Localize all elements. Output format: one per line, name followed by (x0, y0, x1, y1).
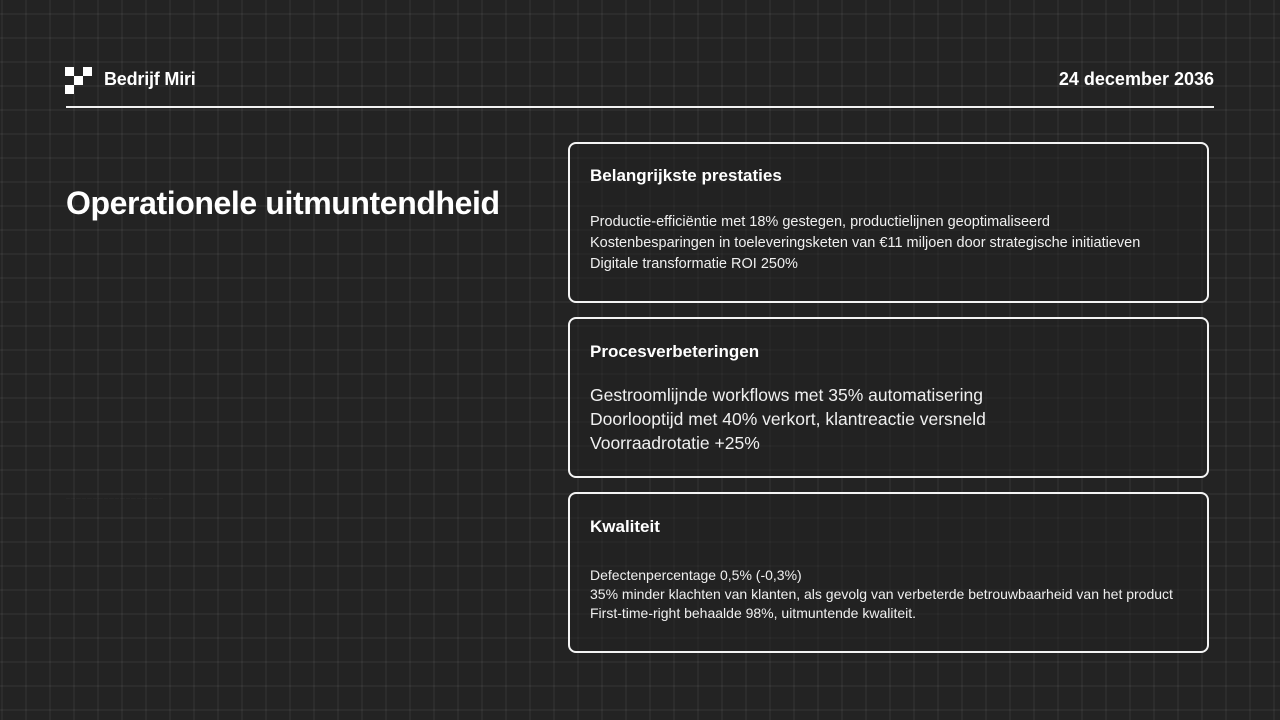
card-line: Voorraadrotatie +25% (590, 433, 760, 453)
card-title: Belangrijkste prestaties (590, 166, 782, 185)
card-line: First-time-right behaalde 98%, uitmuntende kwaliteit. (590, 605, 917, 621)
card-line: 35% minder klachten van klanten, als gevolg van verbeterde betrouwbaarheid van het product (590, 586, 1173, 602)
card-body (590, 566, 1173, 623)
slide-header (66, 64, 1214, 98)
card-body (590, 212, 1140, 275)
page-title: Operationele uitmuntendheid (66, 185, 500, 221)
header-divider (66, 106, 1214, 108)
card-line: Doorlooptijd met 40% verkort, klantreactie versneld (590, 409, 986, 429)
pixel-grid-logo-icon (65, 67, 92, 94)
card-title: Procesverbeteringen (590, 342, 760, 361)
card-title: Kwaliteit (590, 517, 660, 536)
card-quality (568, 492, 1209, 653)
company-name: Bedrijf Miri (104, 69, 196, 89)
card-line: Kostenbesparingen in toeleveringsketen van €11 miljoen door strategische initiatieven (590, 235, 1141, 251)
card-line: Defectenpercentage 0,5% (-0,3%) (590, 567, 802, 583)
card-line: Productie-efficiëntie met 18% gestegen, productielijnen geoptimaliseerd (590, 214, 1050, 230)
slide-date: 24 december 2036 (1058, 69, 1214, 89)
card-body (590, 383, 986, 455)
card-process-improvements (568, 317, 1209, 478)
card-line: Gestroomlijnde workflows met 35% automatisering (590, 385, 983, 405)
card-line: Digitale transformatie ROI 250% (590, 256, 798, 272)
fine-print-text: · · · · · · · · · · · · · · · · · · · · · · · · · · · · · · · · · · · · · · · · · · · · · · · · · · · · · · · · · · · · · · · · · · · · · · · · · · · · · · · · (66, 498, 164, 500)
card-key-achievements (568, 142, 1209, 303)
